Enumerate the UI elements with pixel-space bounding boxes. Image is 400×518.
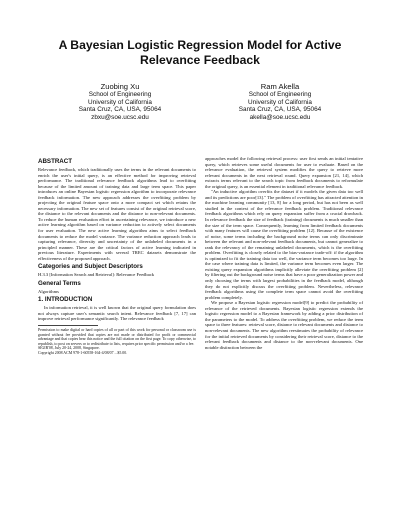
left-column — [38, 156, 196, 356]
categories-text: H.3.3 [Information Search and Retrieval]: Relevance Feedback — [38, 272, 155, 278]
terms-heading: General Terms — [38, 279, 81, 287]
author-name: Ram Akella — [260, 82, 300, 91]
footnote-divider — [38, 325, 98, 326]
author-email: akella@soe.ucsc.edu — [249, 113, 311, 121]
author-name: Zuobing Xu — [100, 82, 140, 91]
abstract-text: Relevance feedback, which traditionally uses the terms in the relevant documents to enrich the user's initial query, is an effective method for improving retrieval performance. The traditional relevance feedback algorithms lead to overfitting because of the limited amount of training data and large term space. This paper introduces an online Bayesian logistic regression algorithm to incorporate relevance feedback information. The new approach addresses the overfitting problem by projecting the original feature space onto a more compact set which retains the necessary information. The new set of features consist of the original retrieval score, the distance to the relevant documents and the distance to non-relevant documents. To reduce the human evaluation effort in ascertaining relevance, we introduce a new active learning algorithm based on variance reduction to actively select documents for user evaluation. The new active learning algorithm aims to select feedback documents to reduce the model variance. The variance reduction approach leads to capturing relevance, diversity and uncertainty of the unlabeled documents in a principled manner. These are the critical factors of active learning indicated in previous literature. Experiments with several TREC datasets demonstrate the effectiveness of the proposed approach. — [38, 167, 196, 261]
author-block-2 — [205, 82, 355, 121]
copyright-line: Copyright 2008 ACM 978-1-60558-164-4/08/07 ...$5.00. — [38, 351, 128, 355]
paper-title: A Bayesian Logistic Regression Model for Active Relevance Feedback — [58, 38, 342, 67]
venue-line: SIGIR'08, July 20-24, 2008, Singapore. — [38, 346, 100, 351]
body-paragraph: approaches model the following retrieval process: user first sends an initial tentative query, which retrieves some useful documents for user to evaluate. Based on the relevance evaluation, the retrieval system modifies the query to retrieve more relevant documents in the next retrieval round. Query expansion [21, 14], which extracts terms relevant to the search topic from feedback documents to reformulate the original query, is an essential element in traditional relevance feedback. — [205, 156, 363, 189]
terms-text: Algorithms — [38, 288, 59, 294]
body-paragraph: "An inductive algorithm overfits the dataset if it models the given data too well and its predictions are poor[13]." The problem of overfitting has attracted attention in the machine learning community [13, 8] for a long period, but has not been as well studied in the context of the relevance feedback problem. Traditional relevance feedback algorithms which rely on query expansion suffer from a crucial drawback. In relevance feedback the size of feedback (training) documents is much smaller than the size of the term space. Consequently, learning from limited feedback documents with many features will cause the overfitting problem [12]. Because of the existence of noise, some terms including the background noise terms can only discriminate between the relevant and non-relevant feedback documents, but cannot generalize to rank the relevancy of the remaining unlabeled documents, which is the overfitting problem. Overfitting is closely related to the bias-variance trade-off: if the algorithm is optimized to fit the training data too well, the variance term becomes too large. In the case where training data is limited, the variance term becomes even larger. The existing query expansion algorithms implicitly alleviate the overfitting problem [2] by filtering out the background noise terms that have a poor generalization power and only choosing the terms with largest probabilities in the feedback model, although they do not explicitly discuss the overfitting problem. Nevertheless, relevance feedback algorithms using the complete term space cannot avoid the overfitting problem completely. — [205, 189, 363, 300]
author-dept: School of Engineering — [88, 91, 152, 98]
introduction-text: In information retrieval, it is well known that the original query formulation does not always capture user's semantic search intent. Relevance feedback [7, 17] can improve retrieval performance significantly. The relevance feedback — [38, 305, 196, 322]
introduction-heading: 1. INTRODUCTION — [38, 296, 93, 304]
abstract-heading: ABSTRACT — [38, 158, 73, 165]
right-column — [205, 156, 363, 350]
copyright-notice: Permission to make digital or hard copies of all or part of this work for personal or classroom use is granted without fee provided that copies are not made or distributed for profit or commercial advantage and that copies bear this notice and the full citation on the first page. To copy otherwise, to republish, to post on servers or to redistribute to lists, requires prior specific permission and/or a fee. — [38, 328, 196, 346]
author-email: zbxu@soe.ucsc.edu — [91, 113, 149, 121]
body-paragraph: We propose a Bayesian logistic regression model[9] to predict the probability of relevance of the retrieved documents. Bayesian logistic regression extends the logistic regression model to a Bayesian framework by adding a prior distribution of the parameters to the model. To address the overfitting problem, we reduce the term space to three features: retrieval score, distance to relevant documents and distance to non-relevant documents. The new algorithm reestimates the probability of relevance for the initial retrieved documents by considering their retrieval score, distance to the relevant feedback documents and distance to the non-relevant documents. One notable distinction between the — [205, 300, 363, 350]
author-org: University of California — [88, 98, 152, 106]
categories-heading: Categories and Subject Descriptors — [38, 263, 143, 271]
author-org: University of California — [248, 98, 312, 106]
author-location: Santa Cruz, CA, USA, 95064 — [238, 106, 322, 114]
author-dept: School of Engineering — [248, 91, 312, 98]
author-block-1 — [45, 82, 195, 121]
author-location: Santa Cruz, CA, USA, 95064 — [78, 106, 162, 114]
